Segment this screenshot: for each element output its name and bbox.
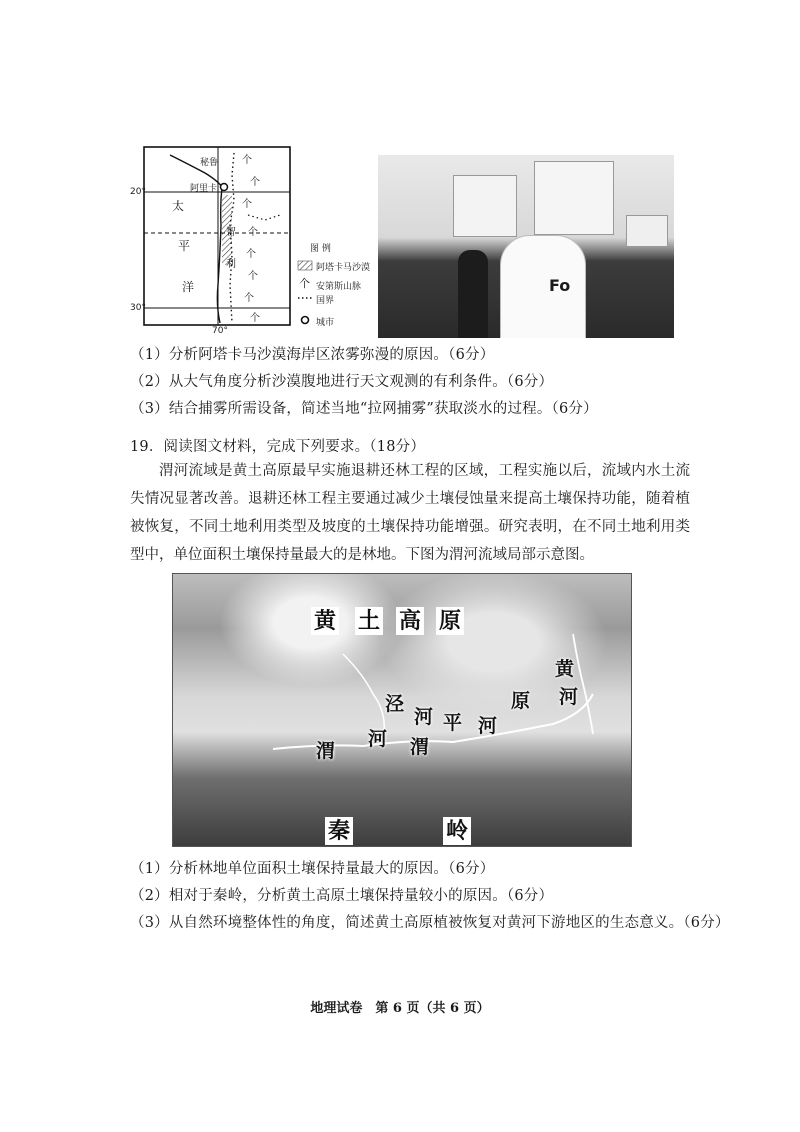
map-label-city1: 秘鲁 (200, 158, 219, 168)
map-label-city2: 阿里卡 (190, 184, 218, 194)
svg-text:个: 个 (250, 313, 260, 324)
inset-map (130, 145, 375, 338)
q19-material-text: 渭河流域是黄土高原最早实施退耕还林工程的区域，工程实施以后，流域内水土流失情况显著改善。退耕还林工程主要通过减少土壤侵蚀量来提高土壤保持功能，随着植被恢复，不同土地利用类型及坡度的土壤保持功能增强。研究表明，在不同土地利用类型中，单位面积土壤保持量最大的是林地。下图为渭河流域局部示意图。 (130, 463, 690, 563)
label-plain-ping: 平 (443, 712, 463, 734)
label-jing-he: 河 (414, 706, 434, 728)
label-plateau-2: 土 (355, 607, 383, 635)
map-label-lon70: 70° (212, 326, 228, 336)
fog-net-2 (534, 161, 614, 235)
map-label-country2: 利 (226, 259, 236, 270)
svg-text:个: 个 (242, 155, 252, 166)
svg-text:个: 个 (248, 271, 258, 282)
q19-sub1: （1）分析林地单位面积土壤保持量最大的原因。（6分） (130, 861, 495, 877)
inset-map-svg (130, 145, 375, 338)
legend-desert: 阿塔卡马沙漠 (316, 263, 371, 273)
svg-text:个: 个 (242, 199, 252, 210)
fog-net-photo (378, 155, 674, 338)
legend-city: 城市 (316, 318, 335, 328)
q19-sub3: （3）从自然环境整体性的角度，简述黄土高原植被恢复对黄河下游地区的生态意义。（6分） (130, 915, 730, 931)
q19-sub2: （2）相对于秦岭，分析黄土高原土壤保持量较小的原因。（6分） (130, 888, 554, 904)
fog-net-1 (453, 175, 517, 237)
tank-brand: Fo (549, 276, 571, 295)
legend-title: 图 例 (310, 244, 331, 254)
label-jing: 泾 (385, 693, 405, 715)
q18-sub1: （1）分析阿塔卡马沙漠海岸区浓雾弥漫的原因。（6分） (130, 347, 495, 363)
legend-border: 国界 (316, 296, 335, 306)
wei-river-map (172, 573, 632, 847)
label-yellow-huang: 黄 (555, 658, 575, 680)
mountain-legend-icon: 个 (299, 277, 310, 290)
person (458, 250, 488, 338)
label-qinling-1: 秦 (325, 817, 353, 845)
q18-sub2: （2）从大气角度分析沙漠腹地进行天文观测的有利条件。（6分） (130, 374, 554, 390)
svg-text:个: 个 (246, 249, 256, 260)
label-plateau-3: 高 (396, 607, 424, 635)
label-wei-1: 渭 (316, 740, 336, 762)
page-footer: 地理试卷 第 6 页（共 6 页） (310, 1001, 490, 1016)
q19-material (130, 457, 690, 569)
map-label-ocean3: 洋 (182, 280, 195, 294)
label-plain-yuan: 原 (511, 690, 531, 712)
label-plateau-4: 原 (436, 607, 464, 635)
fog-net-3 (626, 215, 668, 247)
svg-text:个: 个 (244, 293, 254, 304)
map-label-lat30: 30° (130, 303, 146, 313)
map-label-lat20: 20° (130, 187, 146, 197)
map-label-ocean1: 太 (172, 199, 185, 213)
legend-mountain: 安第斯山脉 (316, 282, 362, 292)
label-plain-he: 河 (478, 715, 498, 737)
q18-sub3: （3）结合捕雾所需设备，简述当地“拉网捕雾”获取淡水的过程。（6分） (130, 401, 598, 417)
label-yellow-he: 河 (559, 686, 579, 708)
svg-text:个: 个 (248, 227, 258, 238)
label-wei-he: 河 (368, 728, 388, 750)
map-label-country1: 智 (226, 227, 236, 238)
label-wei-2: 渭 (410, 736, 430, 758)
q19-heading: 19．阅读图文材料，完成下列要求。（18分） (130, 439, 426, 455)
map-label-ocean2: 平 (178, 239, 191, 253)
svg-text:个: 个 (250, 177, 260, 188)
label-plateau-1: 黄 (311, 607, 339, 635)
label-qinling-2: 岭 (443, 817, 471, 845)
water-tank (500, 235, 586, 338)
